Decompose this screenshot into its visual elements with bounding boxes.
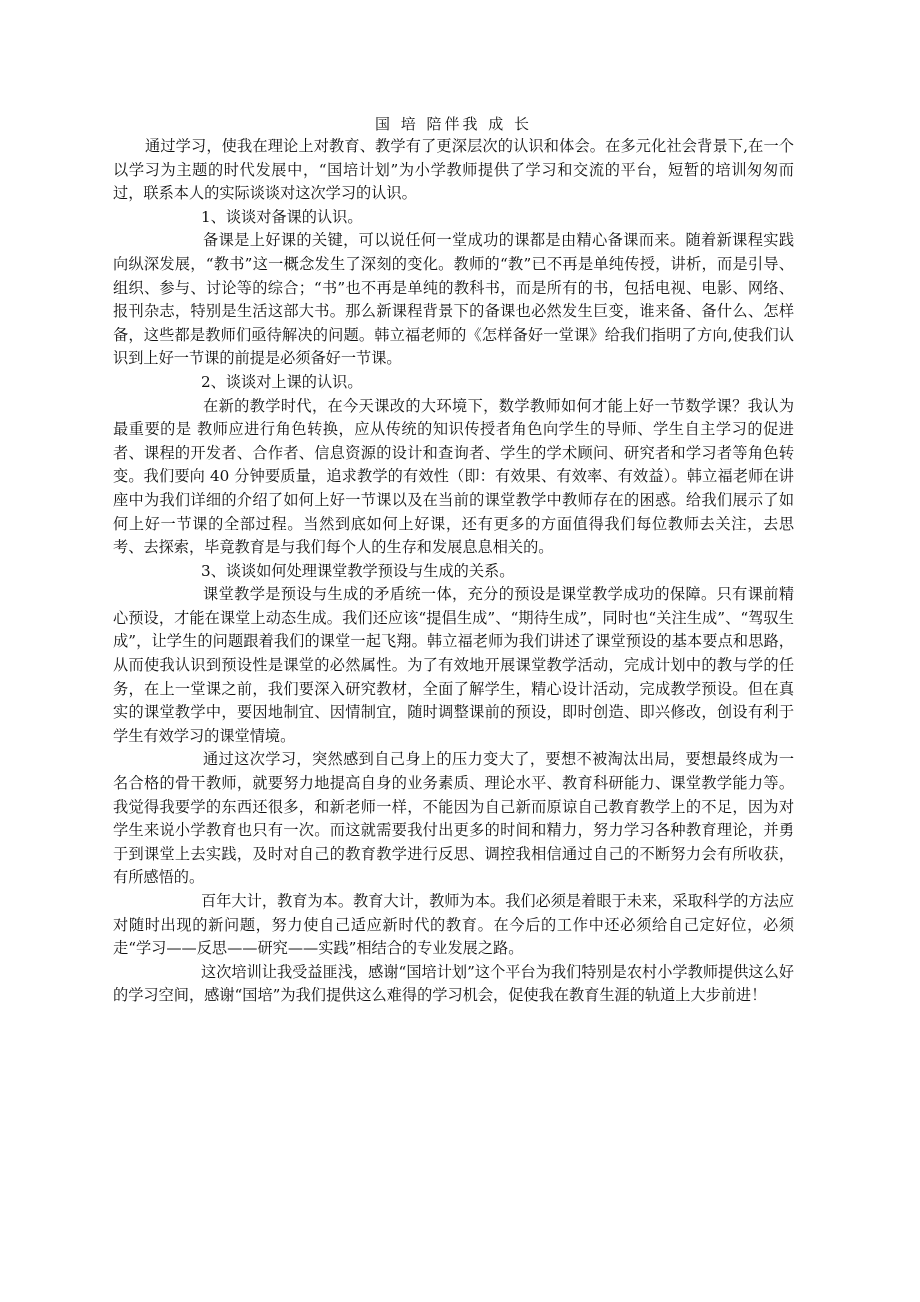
paragraph: 通过学习，使我在理论上对教育、教学有了更深层次的认识和体会。在多元化社会背景下,在一个以学习为主题的时代发展中，“国培计划”为小学教师提供了学习和交流的平台，短暂的培训匆匆而过，联系本人的实际谈谈对这次学习的认识。 [113,137,794,203]
document-title: 国 培 陪伴我 成 长 [374,115,533,133]
paragraph: 百年大计，教育为本。教育大计，教师为本。我们必须是着眼于未来，采取科学的方法应对随时出现的新问题，努力使自己适应新时代的教育。在今后的工作中还必须给自己定好位，必须走“学习——反思——研究——实践”相结合的专业发展之路。 [113,892,794,958]
document-page [113,113,794,1008]
section-heading: 3、谈谈如何处理课堂教学预设与生成的关系。 [201,561,515,580]
paragraph: 这次培训让我受益匪浅，感谢“国培计划”这个平台为我们特别是农村小学教师提供这么好的学习空间，感谢“国培”为我们提供这么难得的学习机会，促使我在教育生涯的轨道上大步前进！ [113,962,794,1005]
paragraph: 课堂教学是预设与生成的矛盾统一体，充分的预设是课堂教学成功的保障。只有课前精心预设，才能在课堂上动态生成。我们还应该“提倡生成”、“期待生成”，同时也“关注生成”、“驾驭生成”，让学生的问题跟着我们的课堂一起飞翔。韩立福老师为我们讲述了课堂预设的基本要点和思路，从而使我认识到预设性是课堂的必然属性。为了有效地开展课堂教学活动，完成计划中的教与学的任务，在上一堂课之前，我们要深入研究教材，全面了解学生，精心设计活动，完成教学预设。但在真实的课堂教学中，要因地制宜、因情制宜，随时调整课前的预设，即时创造、即兴修改，创设有利于学生有效学习的课堂情境。 [113,585,794,745]
paragraph: 备课是上好课的关键，可以说任何一堂成功的课都是由精心备课而来。随着新课程实践向纵深发展，“教书”这一概念发生了深刻的变化。教师的“教”已不再是单纯传授，讲析，而是引导、组织、参与、讨论等的综合；“书”也不再是单纯的教科书，而是所有的书，包括电视、电影、网络、报刊杂志，特别是生活这部大书。那么新课程背景下的备课也必然发生巨变，谁来备、备什么、怎样备，这些都是教师们亟待解决的问题。韩立福老师的《怎样备好一堂课》给我们指明了方向,使我们认识到上好一节课的前提是必须备好一节课。 [113,231,794,368]
document-body [113,135,794,1008]
section-heading: 1、谈谈对备课的认识。 [201,207,363,226]
section-heading: 2、谈谈对上课的认识。 [201,372,363,391]
paragraph: 在新的教学时代，在今天课改的大环境下，数学教师如何才能上好一节数学课？我认为最重要的是 教师应进行角色转换，应从传统的知识传授者角色向学生的导师、学生自主学习的促进者、课程的开发者、合作者、信息资源的设计和查询者、学生的学术顾问、研究者和学习者等角色转变。我们要向 40 分钟要质量，追求教学的有效性（即：有效果、有效率、有效益）。韩立福老师在讲座中为我们详细的介绍了如何上好一节课以及在当前的课堂教学中教师存在的困惑。给我们展示了如何上好一节课的全部过程。当然到底如何上好课，还有更多的方面值得我们每位教师去关注，去思考、去探索，毕竟教育是与我们每个人的生存和发展息息相关的。 [113,396,794,557]
paragraph: 通过这次学习，突然感到自己身上的压力变大了，要想不被淘汰出局，要想最终成为一名合格的骨干教师，就要努力地提高自身的业务素质、理论水平、教育科研能力、课堂教学能力等。我觉得我要学的东西还很多，和新老师一样，不能因为自己新而原谅自己教育教学上的不足，因为对学生来说小学教育也只有一次。而这就需要我付出更多的时间和精力，努力学习各种教育理论，并勇于到课堂上去实践，及时对自己的教育教学进行反思、调控我相信通过自己的不断努力会有所收获，有所感悟的。 [113,750,794,887]
